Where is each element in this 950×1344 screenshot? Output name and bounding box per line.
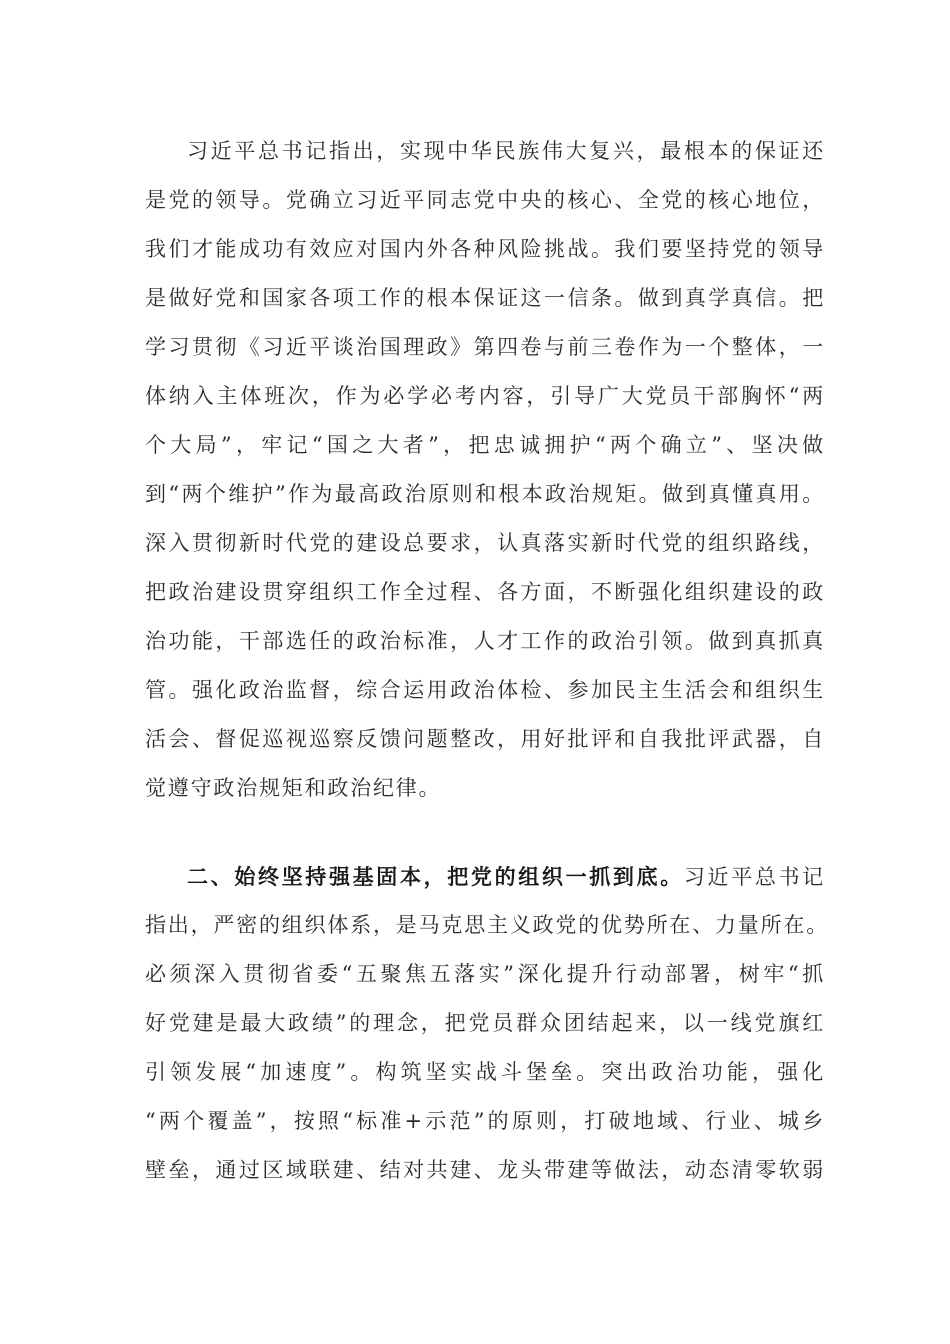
heading-continuation: 习近平总书记 bbox=[683, 865, 825, 889]
text-line: 是做好党和国家各项工作的根本保证这一信条。做到真学真信。把 bbox=[145, 286, 825, 310]
text-line: 壁垒，通过区域联建、结对共建、龙头带建等做法，动态清零软弱 bbox=[145, 1158, 825, 1182]
text-line: 觉遵守政治规矩和政治纪律。 bbox=[145, 776, 442, 800]
text-line: 体纳入主体班次，作为必学必考内容，引导广大党员干部胸怀“两 bbox=[145, 384, 825, 408]
text-line: 到“两个维护”作为最高政治原则和根本政治规矩。做到真懂真用。 bbox=[145, 482, 825, 506]
document-body bbox=[145, 127, 829, 1195]
section-heading: 二、始终坚持强基固本，把党的组织一抓到底。 bbox=[187, 864, 684, 889]
text-line: 深入贯彻新时代党的建设总要求，认真落实新时代党的组织路线， bbox=[145, 531, 825, 555]
text-line: 必须深入贯彻省委“五聚焦五落实”深化提升行动部署，树牢“抓 bbox=[145, 962, 825, 986]
text-line: 学习贯彻《习近平谈治国理政》第四卷与前三卷作为一个整体，一 bbox=[145, 335, 825, 359]
text-line: 习近平总书记指出，实现中华民族伟大复兴，最根本的保证还 bbox=[187, 139, 825, 163]
paragraph-leadership bbox=[145, 127, 825, 813]
text-line: 是党的领导。党确立习近平同志党中央的核心、全党的核心地位， bbox=[145, 188, 825, 212]
text-line: 治功能，干部选任的政治标准，人才工作的政治引领。做到真抓真 bbox=[145, 629, 825, 653]
text-line: 指出，严密的组织体系，是马克思主义政党的优势所在、力量所在。 bbox=[145, 913, 829, 937]
paragraph-organization bbox=[145, 852, 829, 1195]
text-line: 我们才能成功有效应对国内外各种风险挑战。我们要坚持党的领导 bbox=[145, 237, 825, 261]
text-line: “两个覆盖”，按照“标准+示范”的原则，打破地域、行业、城乡 bbox=[145, 1109, 825, 1133]
text-line: 引领发展“加速度”。构筑坚实战斗堡垒。突出政治功能，强化 bbox=[145, 1060, 825, 1084]
text-line: 管。强化政治监督，综合运用政治体检、参加民主生活会和组织生 bbox=[145, 678, 825, 702]
text-line: 把政治建设贯穿组织工作全过程、各方面，不断强化组织建设的政 bbox=[145, 580, 825, 604]
paragraph-spacing bbox=[145, 813, 825, 852]
text-line: 活会、督促巡视巡察反馈问题整改，用好批评和自我批评武器，自 bbox=[145, 727, 825, 751]
text-line bbox=[145, 852, 825, 901]
text-line: 好党建是最大政绩”的理念，把党员群众团结起来，以一线党旗红 bbox=[145, 1011, 825, 1035]
text-line: 个大局”，牢记“国之大者”，把忠诚拥护“两个确立”、坚决做 bbox=[145, 433, 825, 457]
